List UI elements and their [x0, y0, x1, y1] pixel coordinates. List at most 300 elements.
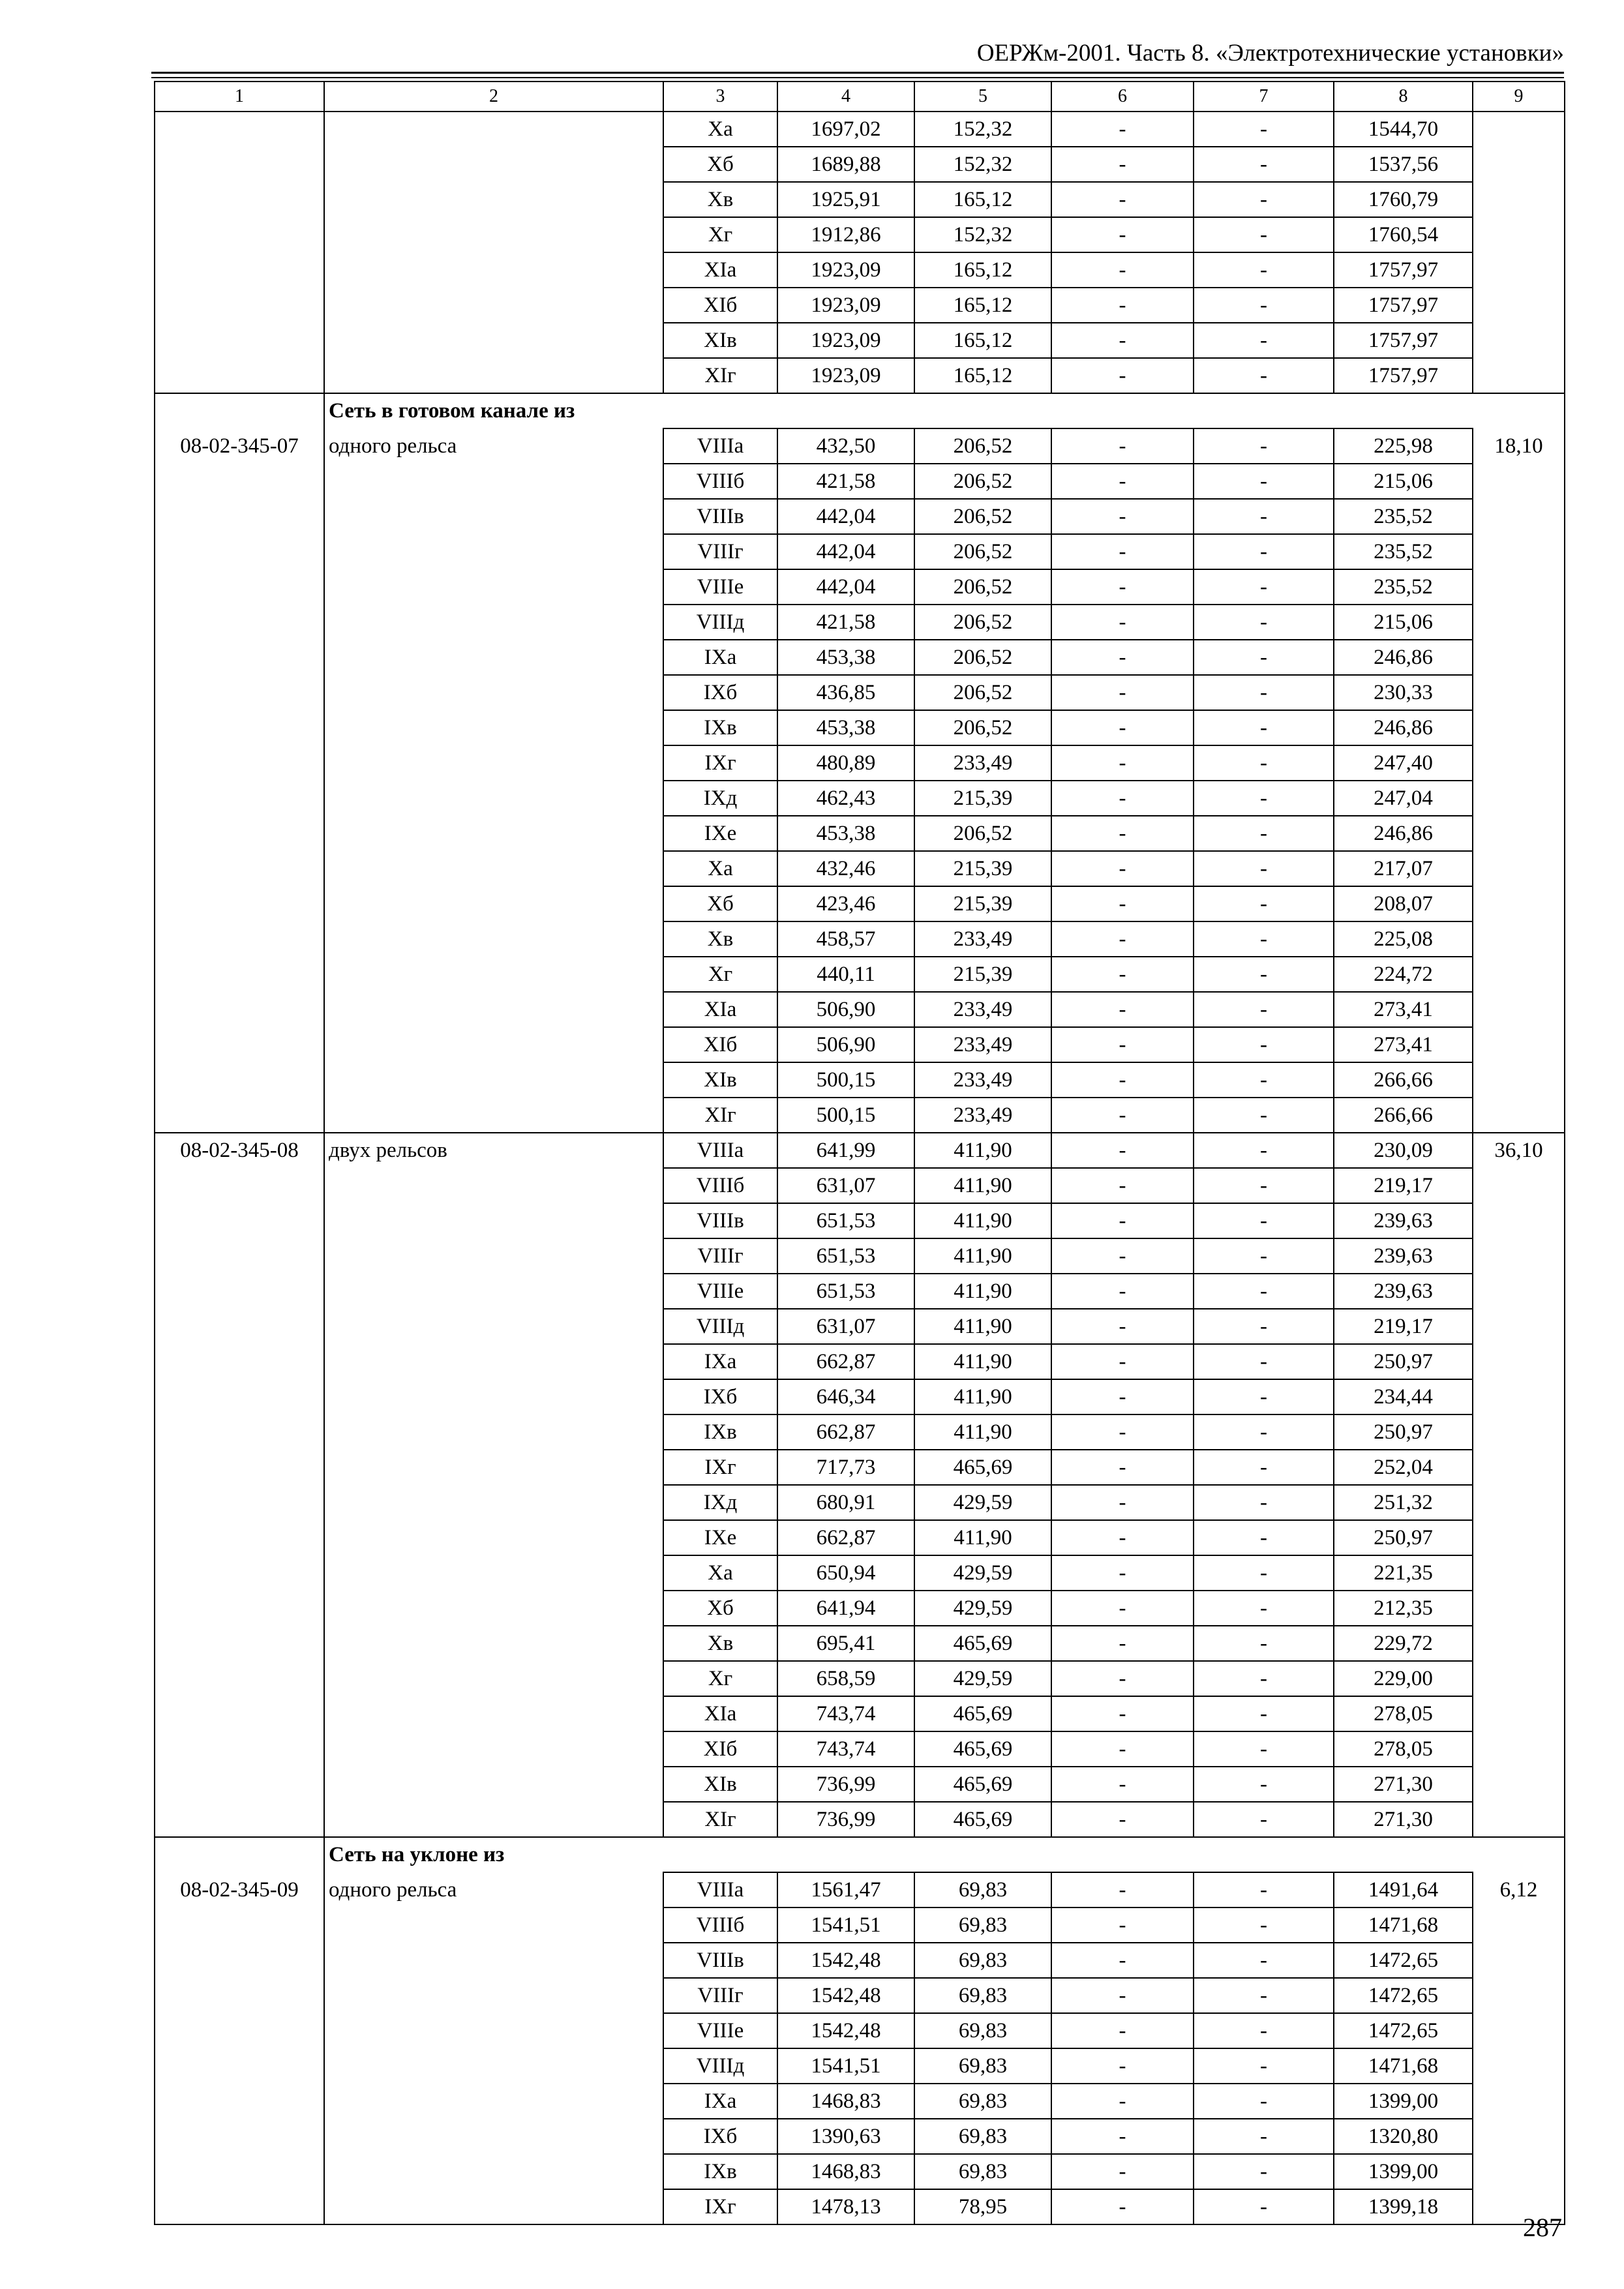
cell-col-7: -	[1194, 1943, 1334, 1978]
item-name: двух рельсов	[324, 1133, 663, 1168]
cell-col-6: -	[1051, 1485, 1194, 1520]
cell-col-7: -	[1194, 1661, 1334, 1696]
table-row	[155, 1379, 1565, 1414]
cell-col-5: 233,49	[914, 1098, 1051, 1133]
header-rule-thin	[151, 77, 1564, 78]
cell-col-4: 421,58	[777, 605, 914, 640]
cell-col-6: -	[1051, 1872, 1194, 1908]
cell-col-5: 411,90	[914, 1168, 1051, 1203]
cell-col-4: 658,59	[777, 1661, 914, 1696]
item-name	[324, 1978, 663, 2013]
item-code	[155, 1309, 324, 1344]
table-row	[155, 428, 1565, 464]
item-name	[324, 921, 663, 957]
item-extra	[1473, 2154, 1565, 2189]
cell-col-8: 1399,00	[1334, 2084, 1473, 2119]
cell-col-5: 152,32	[914, 112, 1051, 147]
item-extra	[1473, 781, 1565, 816]
cell-col-6: -	[1051, 569, 1194, 605]
cell-col-7: -	[1194, 781, 1334, 816]
cell-col-4: 442,04	[777, 499, 914, 534]
table-row	[155, 2013, 1565, 2048]
item-name	[324, 886, 663, 921]
item-name	[324, 569, 663, 605]
item-name	[324, 816, 663, 851]
cell-col-3: Xв	[663, 1626, 777, 1661]
item-name	[324, 1943, 663, 1978]
cell-col-8: 266,66	[1334, 1098, 1473, 1133]
item-extra	[1473, 1591, 1565, 1626]
cell-col-3: VIIIб	[663, 464, 777, 499]
cell-col-7: -	[1194, 1908, 1334, 1943]
cell-col-7: -	[1194, 851, 1334, 886]
item-code: 08-02-345-09	[155, 1872, 324, 1908]
cell-col-4: 743,74	[777, 1696, 914, 1731]
cell-col-5: 429,59	[914, 1555, 1051, 1591]
item-code	[155, 1203, 324, 1238]
item-code	[155, 1168, 324, 1203]
cell-col-6: -	[1051, 1908, 1194, 1943]
item-name	[324, 2189, 663, 2224]
table-row	[155, 147, 1565, 182]
item-extra	[1473, 745, 1565, 781]
table-row	[155, 851, 1565, 886]
cell-col-8: 1472,65	[1334, 1978, 1473, 2013]
cell-col-5: 233,49	[914, 1027, 1051, 1062]
cell-col-6: -	[1051, 2013, 1194, 2048]
section-title: Сеть на уклоне из	[324, 1837, 1565, 1872]
item-code	[155, 1344, 324, 1379]
item-extra	[1473, 1238, 1565, 1274]
cell-col-4: 1468,83	[777, 2084, 914, 2119]
cell-col-4: 1697,02	[777, 112, 914, 147]
cell-col-5: 429,59	[914, 1661, 1051, 1696]
cell-col-8: 250,97	[1334, 1344, 1473, 1379]
item-code	[155, 112, 324, 147]
cell-col-5: 411,90	[914, 1309, 1051, 1344]
cell-col-7: -	[1194, 1520, 1334, 1555]
section-title: Сеть в готовом канале из	[324, 393, 1565, 428]
cell-col-3: Xг	[663, 957, 777, 992]
cell-col-8: 1757,97	[1334, 323, 1473, 358]
cell-col-8: 230,33	[1334, 675, 1473, 710]
item-code	[155, 2189, 324, 2224]
cell-col-3: VIIIд	[663, 2048, 777, 2084]
item-code	[155, 1414, 324, 1450]
cell-col-3: XIa	[663, 1696, 777, 1731]
cell-col-4: 432,50	[777, 428, 914, 464]
item-extra	[1473, 252, 1565, 288]
item-name	[324, 745, 663, 781]
item-name	[324, 710, 663, 745]
item-extra	[1473, 1098, 1565, 1133]
cell-col-8: 230,09	[1334, 1133, 1473, 1168]
cell-col-6: -	[1051, 1309, 1194, 1344]
cell-col-5: 69,83	[914, 2119, 1051, 2154]
cell-col-8: 1757,97	[1334, 358, 1473, 393]
cell-col-8: 1320,80	[1334, 2119, 1473, 2154]
cell-col-7: -	[1194, 886, 1334, 921]
cell-col-3: IXг	[663, 2189, 777, 2224]
cell-col-5: 69,83	[914, 2084, 1051, 2119]
cell-col-3: VIIIa	[663, 1872, 777, 1908]
cell-col-5: 411,90	[914, 1520, 1051, 1555]
item-code	[155, 217, 324, 252]
cell-col-4: 631,07	[777, 1309, 914, 1344]
table-row	[155, 499, 1565, 534]
cell-col-5: 465,69	[914, 1802, 1051, 1837]
cell-col-8: 1760,54	[1334, 217, 1473, 252]
item-code	[155, 675, 324, 710]
cell-col-7: -	[1194, 428, 1334, 464]
cell-col-3: IXв	[663, 1414, 777, 1450]
item-name	[324, 1309, 663, 1344]
cell-col-5: 411,90	[914, 1274, 1051, 1309]
item-code	[155, 1802, 324, 1837]
item-code	[155, 605, 324, 640]
column-number: 6	[1051, 82, 1194, 112]
cell-col-4: 453,38	[777, 710, 914, 745]
item-extra: 6,12	[1473, 1872, 1565, 1908]
cell-col-8: 235,52	[1334, 534, 1473, 569]
item-name	[324, 147, 663, 182]
item-code	[155, 745, 324, 781]
item-extra	[1473, 1908, 1565, 1943]
cell-col-5: 206,52	[914, 710, 1051, 745]
cell-col-8: 251,32	[1334, 1485, 1473, 1520]
cell-col-5: 206,52	[914, 640, 1051, 675]
cell-col-8: 239,63	[1334, 1274, 1473, 1309]
page-number: 287	[1523, 2213, 1562, 2242]
cell-col-6: -	[1051, 2084, 1194, 2119]
column-number: 9	[1473, 82, 1565, 112]
item-name	[324, 605, 663, 640]
cell-col-7: -	[1194, 1414, 1334, 1450]
cell-col-8: 221,35	[1334, 1555, 1473, 1591]
item-name	[324, 1450, 663, 1485]
cell-col-3: Xг	[663, 1661, 777, 1696]
cell-col-3: Xв	[663, 921, 777, 957]
cell-col-3: IXa	[663, 2084, 777, 2119]
section-row	[155, 1837, 1565, 1872]
cell-col-5: 465,69	[914, 1626, 1051, 1661]
item-extra	[1473, 1027, 1565, 1062]
cell-col-6: -	[1051, 957, 1194, 992]
cell-col-8: 247,04	[1334, 781, 1473, 816]
item-name	[324, 323, 663, 358]
cell-col-7: -	[1194, 1485, 1334, 1520]
cell-col-8: 1537,56	[1334, 147, 1473, 182]
cell-col-3: IXa	[663, 640, 777, 675]
cell-col-7: -	[1194, 1802, 1334, 1837]
item-extra	[1473, 1414, 1565, 1450]
cell-col-3: VIIIб	[663, 1168, 777, 1203]
cell-col-5: 411,90	[914, 1238, 1051, 1274]
column-number: 5	[914, 82, 1051, 112]
cell-col-8: 219,17	[1334, 1168, 1473, 1203]
item-extra	[1473, 2048, 1565, 2084]
cell-col-3: Xв	[663, 182, 777, 217]
table-row	[155, 1344, 1565, 1379]
cell-col-6: -	[1051, 1238, 1194, 1274]
table-row	[155, 464, 1565, 499]
cell-col-4: 1923,09	[777, 288, 914, 323]
cell-col-4: 1541,51	[777, 1908, 914, 1943]
cell-col-8: 229,72	[1334, 1626, 1473, 1661]
cell-col-4: 641,94	[777, 1591, 914, 1626]
cell-col-6: -	[1051, 1943, 1194, 1978]
item-code: 08-02-345-08	[155, 1133, 324, 1168]
item-code	[155, 1767, 324, 1802]
item-code	[155, 886, 324, 921]
item-extra	[1473, 569, 1565, 605]
cell-col-5: 206,52	[914, 816, 1051, 851]
cell-col-8: 225,98	[1334, 428, 1473, 464]
cell-col-6: -	[1051, 464, 1194, 499]
cell-col-8: 219,17	[1334, 1309, 1473, 1344]
cell-col-5: 206,52	[914, 428, 1051, 464]
cell-col-5: 233,49	[914, 1062, 1051, 1098]
cell-col-3: XIб	[663, 1027, 777, 1062]
cell-col-4: 500,15	[777, 1062, 914, 1098]
cell-col-6: -	[1051, 1344, 1194, 1379]
cell-col-8: 1491,64	[1334, 1872, 1473, 1908]
cell-col-5: 465,69	[914, 1731, 1051, 1767]
cell-col-6: -	[1051, 851, 1194, 886]
item-name	[324, 992, 663, 1027]
cell-col-8: 250,97	[1334, 1520, 1473, 1555]
item-code	[155, 252, 324, 288]
cell-col-6: -	[1051, 1062, 1194, 1098]
cell-col-7: -	[1194, 358, 1334, 393]
item-name	[324, 1802, 663, 1837]
cell-col-8: 247,40	[1334, 745, 1473, 781]
cell-col-3: XIв	[663, 323, 777, 358]
cell-col-4: 736,99	[777, 1802, 914, 1837]
item-extra	[1473, 1943, 1565, 1978]
cell-col-8: 273,41	[1334, 992, 1473, 1027]
cell-col-5: 215,39	[914, 781, 1051, 816]
item-extra	[1473, 1344, 1565, 1379]
item-code	[155, 957, 324, 992]
table-row	[155, 1591, 1565, 1626]
item-name	[324, 1168, 663, 1203]
table-row	[155, 2048, 1565, 2084]
cell-col-8: 252,04	[1334, 1450, 1473, 1485]
cell-col-5: 411,90	[914, 1344, 1051, 1379]
cell-col-3: XIв	[663, 1062, 777, 1098]
item-code	[155, 1696, 324, 1731]
item-name	[324, 640, 663, 675]
item-code	[155, 1520, 324, 1555]
item-extra	[1473, 2084, 1565, 2119]
cell-col-5: 206,52	[914, 569, 1051, 605]
item-extra	[1473, 358, 1565, 393]
item-code	[155, 534, 324, 569]
cell-col-7: -	[1194, 675, 1334, 710]
item-name	[324, 1238, 663, 1274]
cell-col-7: -	[1194, 957, 1334, 992]
item-code: 08-02-345-07	[155, 428, 324, 464]
item-extra	[1473, 1661, 1565, 1696]
cell-col-8: 212,35	[1334, 1591, 1473, 1626]
cell-col-5: 233,49	[914, 921, 1051, 957]
column-number: 7	[1194, 82, 1334, 112]
cell-col-4: 1689,88	[777, 147, 914, 182]
item-code	[155, 323, 324, 358]
item-code	[155, 2154, 324, 2189]
cell-col-6: -	[1051, 499, 1194, 534]
table-row	[155, 1027, 1565, 1062]
table-row	[155, 675, 1565, 710]
cell-col-8: 271,30	[1334, 1802, 1473, 1837]
cell-col-6: -	[1051, 781, 1194, 816]
cell-col-3: XIa	[663, 992, 777, 1027]
cell-col-7: -	[1194, 1379, 1334, 1414]
item-name	[324, 252, 663, 288]
cell-col-3: IXa	[663, 1344, 777, 1379]
cell-col-4: 1542,48	[777, 2013, 914, 2048]
item-code	[155, 1098, 324, 1133]
item-code	[155, 499, 324, 534]
table-row	[155, 2154, 1565, 2189]
cell-col-6: -	[1051, 1767, 1194, 1802]
cell-col-6: -	[1051, 1626, 1194, 1661]
cell-col-5: 411,90	[914, 1133, 1051, 1168]
cell-col-6: -	[1051, 745, 1194, 781]
cell-col-5: 215,39	[914, 851, 1051, 886]
cell-col-4: 462,43	[777, 781, 914, 816]
item-name	[324, 1520, 663, 1555]
item-name	[324, 1626, 663, 1661]
item-code	[155, 1450, 324, 1485]
table-row	[155, 710, 1565, 745]
cell-col-6: -	[1051, 217, 1194, 252]
cell-col-4: 651,53	[777, 1274, 914, 1309]
cell-col-7: -	[1194, 534, 1334, 569]
table-row	[155, 1062, 1565, 1098]
column-number: 2	[324, 82, 663, 112]
cell-col-7: -	[1194, 1238, 1334, 1274]
cell-col-7: -	[1194, 1274, 1334, 1309]
cell-col-3: IXд	[663, 781, 777, 816]
cell-col-7: -	[1194, 252, 1334, 288]
rates-table	[154, 81, 1565, 2225]
item-name: одного рельса	[324, 428, 663, 464]
cell-col-4: 736,99	[777, 1767, 914, 1802]
table-row	[155, 1696, 1565, 1731]
cell-col-6: -	[1051, 2119, 1194, 2154]
cell-col-7: -	[1194, 2154, 1334, 2189]
cell-col-5: 69,83	[914, 2048, 1051, 2084]
item-code	[155, 2048, 324, 2084]
cell-col-3: XIa	[663, 252, 777, 288]
cell-col-7: -	[1194, 1978, 1334, 2013]
item-code	[155, 182, 324, 217]
cell-col-7: -	[1194, 1696, 1334, 1731]
item-name	[324, 957, 663, 992]
item-name	[324, 1485, 663, 1520]
cell-col-8: 1544,70	[1334, 112, 1473, 147]
cell-col-8: 278,05	[1334, 1731, 1473, 1767]
item-name	[324, 1379, 663, 1414]
cell-col-6: -	[1051, 358, 1194, 393]
table-row	[155, 1626, 1565, 1661]
cell-col-8: 273,41	[1334, 1027, 1473, 1062]
item-name	[324, 1062, 663, 1098]
item-extra	[1473, 1062, 1565, 1098]
cell-col-3: IXб	[663, 1379, 777, 1414]
cell-col-6: -	[1051, 2154, 1194, 2189]
cell-col-4: 1923,09	[777, 252, 914, 288]
cell-col-3: Xa	[663, 851, 777, 886]
table-row	[155, 1168, 1565, 1203]
cell-col-5: 411,90	[914, 1414, 1051, 1450]
column-number: 3	[663, 82, 777, 112]
cell-col-4: 662,87	[777, 1520, 914, 1555]
cell-col-4: 500,15	[777, 1098, 914, 1133]
table-row	[155, 182, 1565, 217]
cell-col-4: 442,04	[777, 534, 914, 569]
item-extra	[1473, 675, 1565, 710]
cell-col-8: 234,44	[1334, 1379, 1473, 1414]
cell-col-7: -	[1194, 1309, 1334, 1344]
cell-col-8: 1472,65	[1334, 1943, 1473, 1978]
table-row	[155, 1309, 1565, 1344]
item-name	[324, 288, 663, 323]
item-extra	[1473, 1978, 1565, 2013]
item-code	[155, 1943, 324, 1978]
cell-col-8: 271,30	[1334, 1767, 1473, 1802]
cell-col-6: -	[1051, 1274, 1194, 1309]
cell-col-7: -	[1194, 499, 1334, 534]
cell-col-3: VIIIв	[663, 499, 777, 534]
cell-col-3: IXб	[663, 675, 777, 710]
cell-col-4: 423,46	[777, 886, 914, 921]
item-extra	[1473, 182, 1565, 217]
cell-col-6: -	[1051, 182, 1194, 217]
cell-col-8: 1472,65	[1334, 2013, 1473, 2048]
item-name	[324, 1731, 663, 1767]
cell-col-3: VIIIд	[663, 1309, 777, 1344]
table-row	[155, 323, 1565, 358]
cell-col-6: -	[1051, 710, 1194, 745]
item-extra	[1473, 534, 1565, 569]
cell-col-5: 165,12	[914, 323, 1051, 358]
table-row	[155, 1767, 1565, 1802]
item-code	[155, 992, 324, 1027]
cell-col-5: 152,32	[914, 217, 1051, 252]
item-code	[155, 921, 324, 957]
table-row	[155, 217, 1565, 252]
cell-col-5: 233,49	[914, 745, 1051, 781]
item-name	[324, 1098, 663, 1133]
item-code	[155, 1062, 324, 1098]
table-row	[155, 605, 1565, 640]
cell-col-3: VIIIa	[663, 1133, 777, 1168]
table-row	[155, 288, 1565, 323]
section-code-cell	[155, 393, 324, 428]
item-name	[324, 1203, 663, 1238]
cell-col-8: 217,07	[1334, 851, 1473, 886]
cell-col-4: 662,87	[777, 1414, 914, 1450]
item-name	[324, 499, 663, 534]
item-code	[155, 288, 324, 323]
cell-col-6: -	[1051, 534, 1194, 569]
item-extra	[1473, 1379, 1565, 1414]
cell-col-5: 411,90	[914, 1203, 1051, 1238]
cell-col-7: -	[1194, 1098, 1334, 1133]
